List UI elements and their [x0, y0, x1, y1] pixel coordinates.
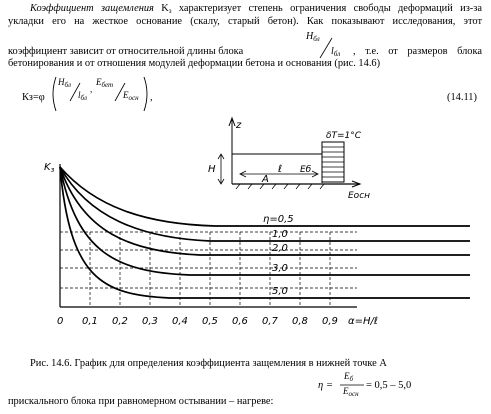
- inset-eosn-label: Eосн: [348, 191, 371, 201]
- ratio-h-over-l: [298, 31, 354, 61]
- x-tick-0: 0: [57, 316, 64, 327]
- eta-numerator: $E_б$: [344, 371, 354, 383]
- right-paren: [142, 76, 150, 112]
- paragraph-line-3b: , т.е. от размеров блока: [353, 46, 482, 57]
- formula-e-bet: $E_{бет}$: [96, 77, 114, 89]
- formula-14-11: [22, 74, 172, 112]
- inset-eb-label: Eб: [300, 165, 312, 175]
- formula-l: $l_{бл}$: [78, 90, 87, 102]
- inset-point-a: A: [262, 174, 269, 185]
- x-tick-0-7: 0,7: [262, 316, 278, 327]
- eta-denominator: $E_{осн}$: [343, 386, 359, 398]
- curve-eta-5-0: [60, 167, 470, 298]
- ratio-l: $l_{бл}$: [331, 46, 341, 58]
- x-axis-label: α=H/ℓ: [348, 316, 378, 327]
- formula-trailing-comma: ,: [150, 92, 153, 103]
- y-axis-label: $K_з$: [44, 162, 55, 174]
- left-paren: [50, 76, 58, 112]
- formula-e-osn: $E_{осн}$: [123, 90, 139, 102]
- curve-label-2-0: 2,0: [272, 243, 288, 254]
- figure-14-6: [0, 112, 491, 342]
- symbol-k: $K_з$: [161, 3, 172, 15]
- x-tick-0-1: 0,1: [82, 316, 98, 327]
- inset-z-label: z: [236, 120, 242, 131]
- formula-lhs: Кз=φ: [22, 92, 45, 103]
- paragraph-line-4: бетонирования и от отношения модулей деформации бетона и основания (рис. 14.6): [8, 58, 381, 69]
- ratio-h: $H_{бл}$: [306, 31, 320, 43]
- curve-label-3-0: 3,0: [272, 263, 288, 274]
- x-tick-0-2: 0,2: [112, 316, 128, 327]
- eta-rhs: = 0,5 – 5,0: [366, 380, 412, 391]
- x-tick-0-8: 0,8: [292, 316, 308, 327]
- curve-label-0-5: η=0,5: [263, 214, 294, 225]
- x-tick-labels: [57, 316, 338, 327]
- inset-l-label: ℓ: [278, 164, 283, 175]
- x-tick-0-6: 0,6: [232, 316, 248, 327]
- figure-caption: Рис. 14.6. График для определения коэффициента защемления в нижней точке А: [30, 358, 387, 369]
- x-tick-0-4: 0,4: [172, 316, 188, 327]
- grid: [60, 232, 357, 307]
- last-line: прискального блока при равномерном остывании – нагреве:: [8, 396, 274, 407]
- x-tick-0-3: 0,3: [142, 316, 158, 327]
- inset-dt-label: δT=1°C: [326, 131, 362, 141]
- inset-hatch: [322, 147, 344, 177]
- eta-lhs: η =: [318, 380, 333, 391]
- curves: [60, 167, 470, 298]
- equation-number: (14.11): [447, 92, 477, 103]
- eta-formula: [318, 371, 468, 405]
- formula-sep: ,: [90, 84, 93, 94]
- inset-ground-hatch: [236, 184, 324, 189]
- paragraph-line-2: укладки его на жесткое основание (скалу, старый бетон). Как показывают исследования, этот: [8, 16, 482, 27]
- paragraph-line-1: Коэффициент защемления $K_з$ характеризует степень ограничения свободы деформаций из-за: [30, 3, 482, 15]
- term-clamping-coefficient: Коэффициент защемления: [30, 3, 154, 14]
- inset-h-label: H: [208, 164, 216, 175]
- curve-label-5-0: 5,0: [272, 286, 288, 297]
- x-tick-0-5: 0,5: [202, 316, 218, 327]
- curve-label-1-0: 1,0: [272, 229, 288, 240]
- paragraph-line-3a: коэффициент зависит от относительной длины блока: [8, 46, 244, 57]
- formula-h: $H_{бл}$: [58, 77, 71, 89]
- x-tick-0-9: 0,9: [322, 316, 338, 327]
